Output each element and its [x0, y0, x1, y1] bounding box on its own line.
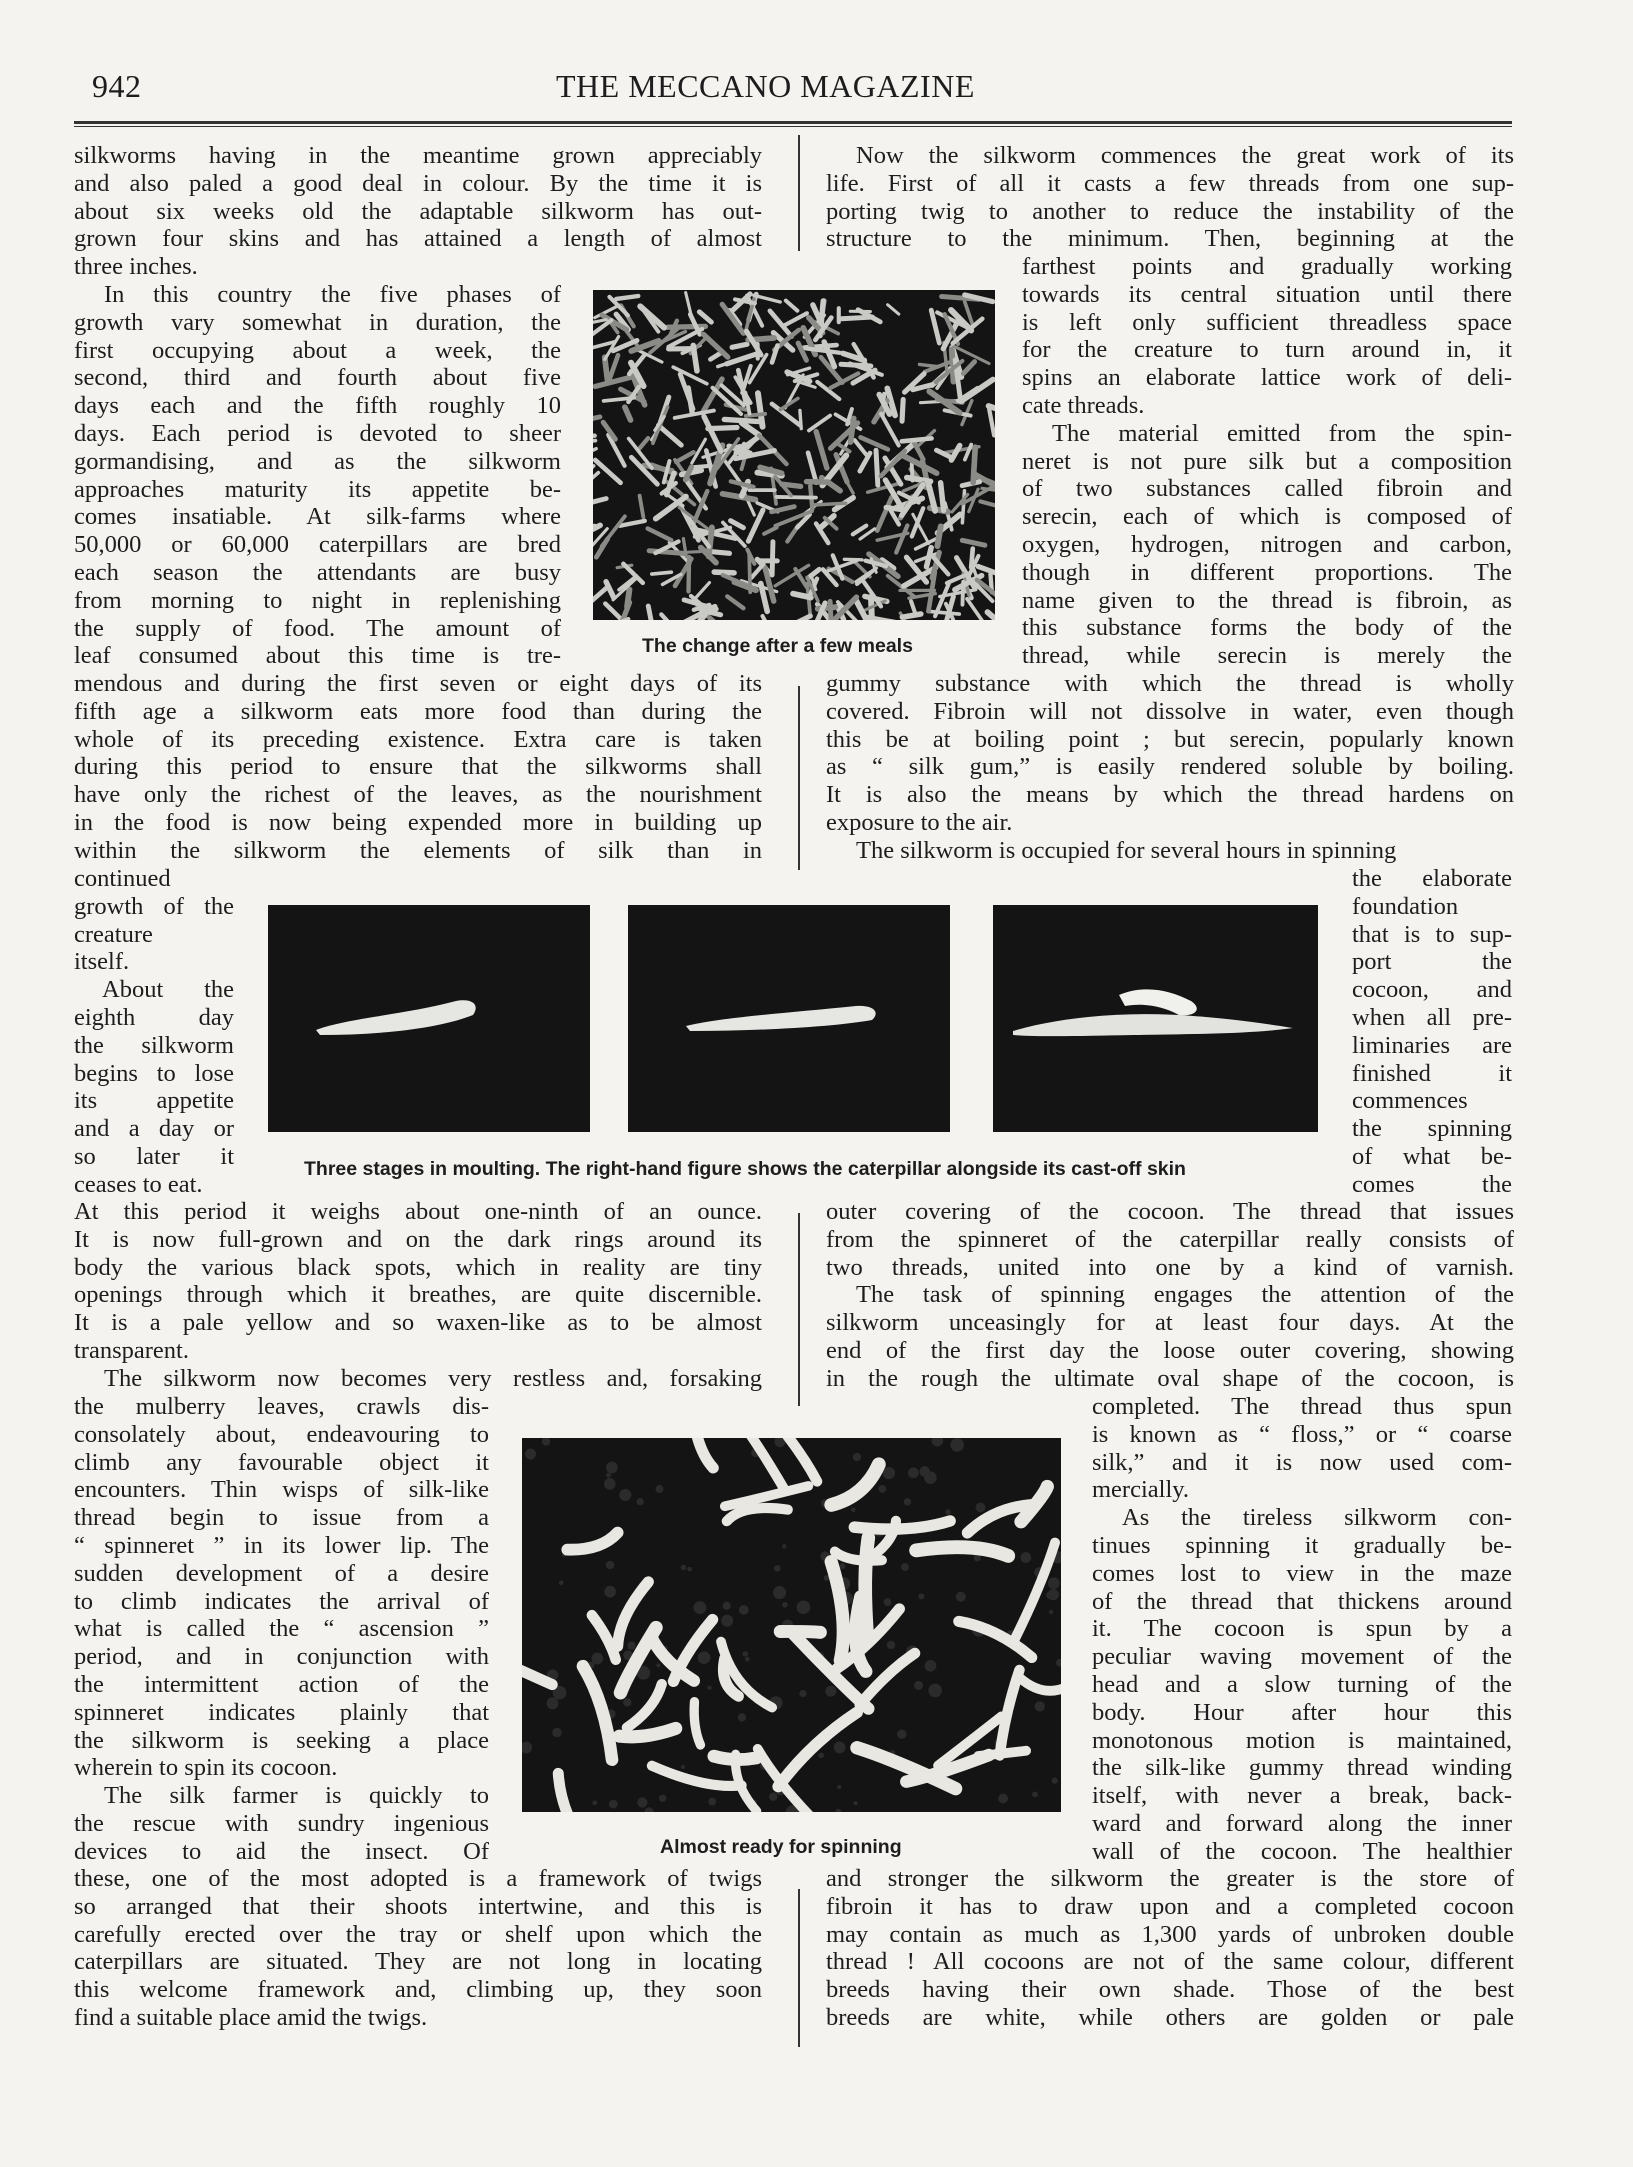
- silkworm-figure: [628, 905, 950, 1132]
- text-line: outer covering of the cocoon. The thread that issues: [826, 1198, 1514, 1225]
- text-line: Now the silkworm commences the great work of its: [856, 142, 1514, 169]
- text-line: grown four skins and has attained a length of almost: [74, 225, 762, 253]
- text-line: period, and in conjunction with: [74, 1643, 489, 1671]
- text-line: for the creature to turn around in, it: [1022, 336, 1512, 364]
- text-line: The task of spinning engages the attention of the: [856, 1281, 1514, 1309]
- text-line: foundation: [1352, 892, 1459, 920]
- text-line: It is also the means by which the thread hardens on: [826, 781, 1514, 809]
- text-line: structure to the minimum. Then, beginning at the: [826, 225, 1514, 253]
- text-line: approaches maturity its appetite be-: [74, 475, 561, 503]
- text-line: body. Hour after hour this: [1092, 1698, 1512, 1726]
- text-line: wherein to spin its cocoon.: [74, 1754, 338, 1782]
- photo-crowded-silkworms-image: [593, 290, 995, 620]
- column-divider: [798, 135, 800, 251]
- text-line: in the food is now being expended more in building up: [74, 809, 762, 836]
- text-line: of two substances called fibroin and: [1022, 475, 1512, 503]
- text-line: body the various black spots, which in reality are tiny: [74, 1253, 762, 1281]
- text-line: and stronger the silkworm the greater is the store of: [826, 1865, 1514, 1892]
- text-line: about six weeks old the adaptable silkworm has out-: [74, 197, 762, 225]
- text-line: whole of its preceding existence. Extra care is taken: [74, 725, 762, 753]
- text-line: have only the richest of the leaves, as the nourishment: [74, 781, 762, 809]
- text-line: breeds are white, while others are golden or pale: [826, 2004, 1514, 2031]
- text-line: itself, with never a break, back-: [1092, 1782, 1512, 1810]
- text-line: thread begin to issue from a: [74, 1504, 489, 1532]
- text-line: covered. Fibroin will not dissolve in water, even though: [826, 697, 1514, 725]
- text-line: About the: [102, 976, 234, 1004]
- text-line: the spinning: [1352, 1115, 1512, 1143]
- photo-ready-for-spinning: [522, 1438, 1061, 1812]
- text-line: this be at boiling point ; but serecin, popularly known: [826, 725, 1514, 753]
- column-divider: [798, 686, 800, 870]
- text-line: what is called the “ ascension ”: [74, 1615, 489, 1643]
- text-line: is known as “ floss,” or “ coarse: [1092, 1420, 1512, 1448]
- text-line: mercially.: [1092, 1476, 1190, 1504]
- text-line: each season the attendants are busy: [74, 559, 561, 586]
- header-rule: [74, 121, 1512, 124]
- text-line: comes insatiable. At silk-farms where: [74, 503, 561, 531]
- text-line: sudden development of a desire: [74, 1559, 489, 1587]
- text-line: within the silkworm the elements of silk than in: [74, 836, 762, 864]
- text-line: encounters. Thin wisps of silk-like: [74, 1476, 489, 1504]
- text-line: cocoon, and: [1352, 976, 1512, 1004]
- text-line: openings through which it breathes, are quite discernible.: [74, 1281, 762, 1309]
- text-line: so later it: [74, 1143, 234, 1170]
- text-line: its appetite: [74, 1087, 234, 1115]
- text-line: may contain as much as 1,300 yards of unbroken double: [826, 1920, 1514, 1948]
- photo-moult-stage-3: [993, 905, 1318, 1132]
- text-line: first occupying about a week, the: [74, 336, 561, 364]
- text-line: this welcome framework and, climbing up, they soon: [74, 1976, 762, 2004]
- text-line: 50,000 or 60,000 caterpillars are bred: [74, 531, 561, 559]
- text-line: from morning to night in replenishing: [74, 586, 561, 614]
- text-line: towards its central situation until there: [1022, 280, 1512, 308]
- text-line: spins an elaborate lattice work of deli-: [1022, 364, 1512, 392]
- text-line: At this period it weighs about one-ninth of an ounce.: [74, 1198, 762, 1225]
- text-line: comes lost to view in the maze: [1092, 1559, 1512, 1587]
- text-line: caterpillars are situated. They are not long in locating: [74, 1948, 762, 1976]
- text-line: the supply of food. The amount of: [74, 614, 561, 642]
- text-line: The silkworm is occupied for several hours in spinning: [856, 836, 1397, 864]
- text-line: second, third and fourth about five: [74, 364, 561, 392]
- text-line: porting twig to another to reduce the instability of the: [826, 197, 1514, 225]
- text-line: so arranged that their shoots intertwine, and this is: [74, 1892, 762, 1920]
- text-line: in the rough the ultimate oval shape of the cocoon, is: [826, 1364, 1514, 1392]
- text-line: as “ silk gum,” is easily rendered soluble by boiling.: [826, 753, 1514, 781]
- text-line: ward and forward along the inner: [1092, 1810, 1512, 1837]
- text-line: neret is not pure silk but a composition: [1022, 447, 1512, 475]
- header-rule-thin: [74, 126, 1512, 127]
- text-line: itself.: [74, 948, 130, 976]
- text-line: serecin, each of which is composed of: [1022, 503, 1512, 531]
- text-line: silkworm unceasingly for at least four days. At the: [826, 1309, 1514, 1337]
- caption-change-after-meals: The change after a few meals: [642, 635, 913, 657]
- text-line: though in different proportions. The: [1022, 558, 1512, 586]
- text-line: name given to the thread is fibroin, as: [1022, 586, 1512, 614]
- text-line: completed. The thread thus spun: [1092, 1393, 1512, 1420]
- text-line: spinneret indicates plainly that: [74, 1698, 489, 1726]
- text-line: days each and the fifth roughly 10: [74, 392, 561, 420]
- text-line: wall of the cocoon. The healthier: [1092, 1837, 1512, 1865]
- text-line: “ spinneret ” in its lower lip. The: [74, 1532, 489, 1559]
- text-line: and also paled a good deal in colour. By the time it is: [74, 169, 762, 197]
- magazine-title: THE MECCANO MAGAZINE: [556, 68, 975, 104]
- text-line: and a day or: [74, 1115, 234, 1143]
- text-line: to climb indicates the arrival of: [74, 1587, 489, 1615]
- text-line: It is a pale yellow and so waxen-like as to be almost: [74, 1309, 762, 1337]
- text-line: two threads, united into one by a kind of varnish.: [826, 1253, 1514, 1281]
- text-line: these, one of the most adopted is a framework of twigs: [74, 1865, 762, 1892]
- caption-almost-ready: Almost ready for spinning: [660, 1836, 902, 1858]
- photo-ready-for-spinning-image: [522, 1438, 1061, 1812]
- text-line: commences: [1352, 1087, 1468, 1115]
- text-line: breeds having their own shade. Those of the best: [826, 1976, 1514, 2004]
- text-line: silk,” and it is now used com-: [1092, 1448, 1512, 1476]
- text-line: monotonous motion is maintained,: [1092, 1726, 1512, 1754]
- text-line: peculiar waving movement of the: [1092, 1643, 1512, 1671]
- text-line: carefully erected over the tray or shelf upon which the: [74, 1920, 762, 1948]
- text-line: it. The cocoon is spun by a: [1092, 1615, 1512, 1643]
- text-line: climb any favourable object it: [74, 1448, 489, 1476]
- text-line: the silk-like gummy thread winding: [1092, 1754, 1512, 1782]
- page-number: 942: [92, 68, 142, 104]
- text-line: farthest points and gradually working: [1022, 253, 1512, 280]
- text-line: growth of the: [74, 892, 234, 920]
- text-line: this substance forms the body of the: [1022, 614, 1512, 642]
- text-line: thread ! All cocoons are not of the same colour, different: [826, 1948, 1514, 1976]
- text-line: the rescue with sundry ingenious: [74, 1810, 489, 1837]
- text-line: life. First of all it casts a few threads from one sup-: [826, 169, 1514, 197]
- text-line: fifth age a silkworm eats more food than during the: [74, 697, 762, 725]
- text-line: comes the: [1352, 1170, 1512, 1198]
- text-line: the silkworm: [74, 1031, 234, 1059]
- text-line: In this country the five phases of: [104, 281, 561, 308]
- text-line: the intermittent action of the: [74, 1671, 489, 1698]
- silkworm-with-cast-skin: [993, 905, 1318, 1132]
- photo-moult-stage-2: [628, 905, 950, 1132]
- text-line: continued: [74, 865, 171, 892]
- text-line: liminaries are: [1352, 1031, 1512, 1059]
- text-line: cate threads.: [1022, 392, 1145, 419]
- text-line: the elaborate: [1352, 865, 1512, 892]
- text-line: of the thread that thickens around: [1092, 1587, 1512, 1615]
- column-divider: [798, 1213, 800, 1406]
- text-line: eighth day: [74, 1004, 234, 1031]
- text-line: end of the first day the loose outer covering, showing: [826, 1337, 1514, 1364]
- text-line: finished it: [1352, 1059, 1512, 1087]
- silkworm-figure: [268, 905, 590, 1132]
- text-line: transparent.: [74, 1337, 189, 1364]
- text-line: thread, while serecin is merely the: [1022, 642, 1512, 670]
- text-line: mendous and during the first seven or eight days of its: [74, 670, 762, 697]
- text-line: find a suitable place amid the twigs.: [74, 2004, 428, 2031]
- text-line: ceases to eat.: [74, 1170, 203, 1198]
- text-line: port the: [1352, 948, 1512, 976]
- text-line: As the tireless silkworm con-: [1122, 1504, 1512, 1532]
- text-line: when all pre-: [1352, 1004, 1512, 1031]
- text-line: creature: [74, 920, 153, 948]
- text-line: days. Each period is devoted to sheer: [74, 420, 561, 447]
- text-line: The silk farmer is quickly to: [104, 1782, 489, 1810]
- text-line: of what be-: [1352, 1143, 1512, 1170]
- text-line: devices to aid the insect. Of: [74, 1837, 489, 1865]
- text-line: The silkworm now becomes very restless and, forsaking: [104, 1364, 762, 1392]
- text-line: head and a slow turning of the: [1092, 1671, 1512, 1698]
- caption-moulting-stages: Three stages in moulting. The right-hand figure shows the caterpillar alongside its cast-off skin: [304, 1158, 1186, 1180]
- text-line: leaf consumed about this time is tre-: [74, 642, 561, 670]
- text-line: three inches.: [74, 253, 198, 281]
- text-line: The material emitted from the spin-: [1052, 419, 1512, 447]
- text-line: gummy substance with which the thread is wholly: [826, 670, 1514, 697]
- text-line: that is to sup-: [1352, 920, 1512, 948]
- text-line: the silkworm is seeking a place: [74, 1726, 489, 1754]
- text-line: from the spinneret of the caterpillar really consists of: [826, 1225, 1514, 1253]
- text-line: silkworms having in the meantime grown appreciably: [74, 142, 762, 169]
- text-line: is left only sufficient threadless space: [1022, 308, 1512, 336]
- text-line: exposure to the air.: [826, 809, 1013, 836]
- column-divider: [798, 1889, 800, 2047]
- photo-moult-stage-1: [268, 905, 590, 1132]
- text-line: tinues spinning it gradually be-: [1092, 1532, 1512, 1559]
- text-line: during this period to ensure that the silkworms shall: [74, 753, 762, 781]
- text-line: gormandising, and as the silkworm: [74, 447, 561, 475]
- text-line: begins to lose: [74, 1059, 234, 1087]
- text-line: consolately about, endeavouring to: [74, 1420, 489, 1448]
- text-line: growth vary somewhat in duration, the: [74, 308, 561, 336]
- text-line: fibroin it has to draw upon and a completed cocoon: [826, 1892, 1514, 1920]
- text-line: It is now full-grown and on the dark rings around its: [74, 1225, 762, 1253]
- text-line: oxygen, hydrogen, nitrogen and carbon,: [1022, 531, 1512, 558]
- text-line: the mulberry leaves, crawls dis-: [74, 1393, 489, 1420]
- photo-crowded-silkworms: [593, 290, 995, 620]
